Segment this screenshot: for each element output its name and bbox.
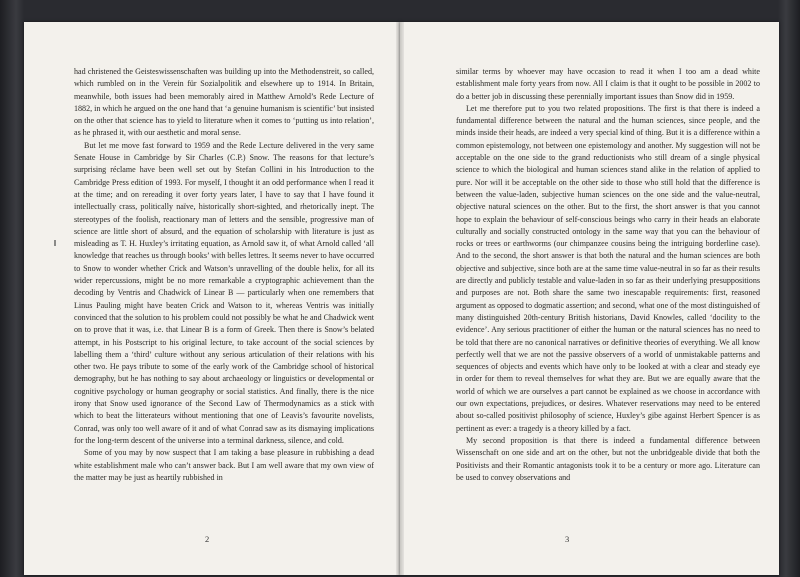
page-number: 2	[205, 534, 210, 544]
left-page-text	[74, 66, 374, 484]
right-page	[400, 22, 779, 575]
book-gutter	[396, 22, 404, 575]
paragraph: My second proposition is that there is indeed a fundamental difference between Wissenschaft on one side and art on the other, but not the unbridgeable divide that both the Positivists and their Romantic antagonists took it to be a century or more ago. Literature can be used to convey observations and	[456, 435, 760, 482]
right-page-text	[456, 66, 760, 484]
paragraph: similar terms by whoever may have occasion to read it when I too am a dead white establishment male forty years from now. All I claim is that it ought to be possible in 2002 to do a better job in discussing these perennially important issues than Snow did in 1959.	[456, 67, 760, 101]
margin-mark	[54, 240, 56, 246]
left-page	[24, 22, 400, 575]
paragraph: Some of you may by now suspect that I am taking a base pleasure in rubbishing a dead white establishment male who can’t answer back. But I am well aware that my own view of the matter may be just as heartily rubbished in	[74, 448, 374, 482]
paragraph: But let me move fast forward to 1959 and the Rede Lecture delivered in the very same Senate House in Cambridge by Sir Charles (C.P.) Snow. The reasons for that lecture’s surprising réclame have been well set out by Stefan Collini in his Introduction to the Cambridge Press edition of 1993. For myself, I thought it an odd performance when I read it at the time; and on rereading it over forty years later, I have to say that I have found it intellectually crass, politically naïve, historically short-sighted, and rhetorically inept. The stereotypes of the foolish, reactionary man of letters and the sensible, progressive man of science are little short of absurd, and the equation of scholarship with literature is just as misleading as T. H. Huxley’s irritating equation, as Arnold saw it, of what Arnold called ‘all knowledge that reaches us through books’ with belles lettres. It seems never to have occurred to Snow to wonder whether Crick and Watson’s unravelling of the double helix, for all its wider repercussions, might be no more remarkable a cryptographic achievement than the decoding by Ventris and Chadwick of Linear B — particularly when one remembers that Linus Pauling might have beaten Crick and Watson to it, whereas Ventris was initially convinced that the solution to his problem could not possibly be what he and Chadwick went on to prove that it was, i.e. that Linear B is a form of Greek. Then there is Snow’s belated attempt, in his Postscript to his original lecture, to take account of the social sciences by labelling them a ‘third’ culture without any serious articulation of their relations with his other two. He pays tribute to some of the early work of the Cambridge school of historical demography, but he has nothing to say about archaeology or linguistics or developmental or cognitive psychology or human geography or social statistics. And finally, there is the nice irony that Snow used ignorance of the Second Law of Thermodynamics as a stick with which to beat the litterateurs without mentioning that one of Leavis’s favourite novelists, Conrad, was only too well aware of it and of what Conrad saw as its dismaying implications for the long-term descent of the universe into a terminal darkness, silence, and cold.	[74, 140, 374, 445]
paragraph: had christened the Geisteswissenschaften was building up into the Methodenstreit, so called, which rumbled on in the Verein für Sozialpolitik and elsewhere up to 1914. In Britain, meanwhile, both issues had been memorably aired in Matthew Arnold’s Rede Lecture of 1882, in which he argued on the one hand that ‘a genuine humanism is scientific’ but insisted on the other that science has to yield to literature when it comes to ‘putting us into relation’, as he phrased it, with our aesthetic and moral sense.	[74, 67, 374, 138]
page-number: 3	[565, 534, 570, 544]
paragraph: Let me therefore put to you two related propositions. The first is that there is indeed a fundamental difference between the natural and the human sciences, since people, and the minds inside their heads, are indeed a very special kind of thing. But it is a difference within a common epistemology, not between one epistemology and another. My suggestion will not be acceptable on the one side to the grand reductionists who still dream of a single physical science to which the biological and human sciences stand alike in the relation of applied to pure. Nor will it be acceptable on the other side to those who still hold that the difference is between the value-laden, subjective human sciences on the one side and the value-neutral, objective natural sciences on the other. But to the first, the short answer is that you cannot hope to explain the behaviour of self-conscious beings who carry in their heads an elaborate culturally and socially constructed ontology in the same way that you can the behaviour of rocks or trees or earthworms (our chimpanzee cousins being the intriguing borderline case). And to the second, the short answer is that both the natural and the human sciences are both objective and subjective, since both are at the same time value-neutral in so far as their results are directly and publicly testable and value-laden in so far as their underlying presuppositions and purposes are not. Both share the same two inescapable requirements: first, reasoned argument as opposed to dogmatic assertion; and second, what one of the most distinguished of many distinguished 20th-century British historians, David Knowles, called ‘docility to the evidence’. Any serious practitioner of either the human or the natural sciences has no need to be told that there are no canonical narratives or definitive theories of everything. We all know perfectly well that we are not the passive observers of a world of unmistakable patterns and sequences of objects and events which have only to be looked at with a clear and steady eye in order for them to reveal themselves for what they are. But we are equally aware that the world of which we are ourselves a part cannot be explained as we choose in accordance with our own expectations, prejudices, or desires. Whatever reservations may need to be entered about so-called positivist philosophy of science, Huxley’s gibe against Herbert Spencer is as pertinent as ever: a tragedy is a theory killed by a fact.	[456, 103, 761, 433]
